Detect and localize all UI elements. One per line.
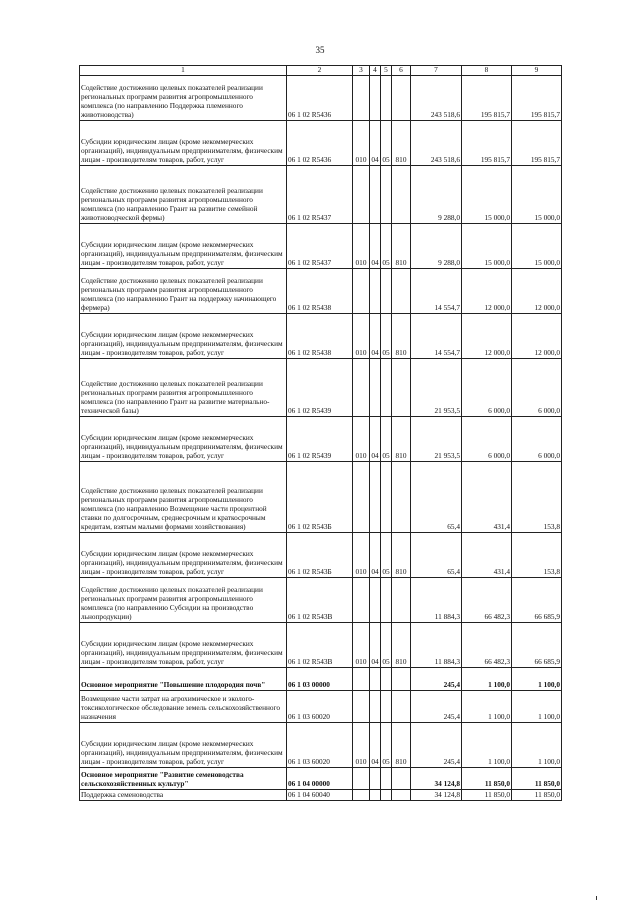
table-row xyxy=(80,768,562,790)
row-subsection-cell: 05 xyxy=(381,417,392,462)
row-name-cell: Субсидии юридическим лицам (кроме некоммерческих организаций), индивидуальным предпринимателям, физическим лицам - производителям товаров, работ, услуг xyxy=(80,121,287,166)
row-name-cell: Субсидии юридическим лицам (кроме некоммерческих организаций), индивидуальным предпринимателям, физическим лицам - производителям товаров, работ, услуг xyxy=(80,314,287,359)
row-section-cell: 04 xyxy=(370,314,381,359)
header-cell: 8 xyxy=(462,66,512,76)
row-code-cell: 06 1 02 R5436 xyxy=(287,76,353,121)
row-amount-col7-cell: 65,4 xyxy=(411,462,462,533)
row-amount-col7-cell: 34 124,8 xyxy=(411,768,462,790)
row-section-cell: 04 xyxy=(370,623,381,668)
row-grbs-cell: 010 xyxy=(353,121,370,166)
row-subsection-cell: 05 xyxy=(381,533,392,578)
table-body xyxy=(80,76,562,801)
row-amount-col7-cell: 243 518,6 xyxy=(411,76,462,121)
row-grbs-cell xyxy=(353,668,370,691)
row-name-cell: Содействие достижению целевых показателей реализации региональных программ развития агропромышленного комплекса (по направлению Возмещение части процентной ставки по долгосрочным, среднесрочным и краткосрочным кредитам, взятым малыми формами хозяйствования) xyxy=(80,462,287,533)
header-cell: 7 xyxy=(411,66,462,76)
row-amount-col7-cell: 11 884,3 xyxy=(411,623,462,668)
row-code-cell: 06 1 03 00000 xyxy=(287,668,353,691)
table-row xyxy=(80,668,562,691)
row-name-cell: Субсидии юридическим лицам (кроме некоммерческих организаций), индивидуальным предпринимателям, физическим лицам - производителям товаров, работ, услуг xyxy=(80,723,287,768)
row-code-cell: 06 1 02 R543В xyxy=(287,578,353,623)
row-name-cell: Возмещение части затрат на агрохимическое и эколого-токсикологическое обследование земель сельскохозяйственного назначения xyxy=(80,691,287,723)
row-name-cell: Субсидии юридическим лицам (кроме некоммерческих организаций), индивидуальным предпринимателям, физическим лицам - производителям товаров, работ, услуг xyxy=(80,417,287,462)
row-amount-col9-cell: 11 850,0 xyxy=(512,768,562,790)
row-code-cell: 06 1 03 60020 xyxy=(287,691,353,723)
row-amount-col9-cell: 1 100,0 xyxy=(512,723,562,768)
row-expense-type-cell: 810 xyxy=(392,723,411,768)
row-code-cell: 06 1 02 R5437 xyxy=(287,224,353,269)
table-row xyxy=(80,269,562,314)
row-amount-col8-cell: 11 850,0 xyxy=(462,790,512,801)
row-name-cell: Основное мероприятие "Повышение плодородия почв" xyxy=(80,668,287,691)
row-code-cell: 06 1 03 60020 xyxy=(287,723,353,768)
table-row xyxy=(80,790,562,801)
header-cell: 6 xyxy=(392,66,411,76)
row-name-cell: Содействие достижению целевых показателей реализации региональных программ развития агропромышленного комплекса (по направлению Субсидии на производство льнопродукции) xyxy=(80,578,287,623)
row-code-cell: 06 1 02 R5438 xyxy=(287,314,353,359)
row-code-cell: 06 1 02 R5439 xyxy=(287,359,353,417)
table-row xyxy=(80,623,562,668)
row-subsection-cell xyxy=(381,359,392,417)
row-amount-col8-cell: 11 850,0 xyxy=(462,768,512,790)
table-row xyxy=(80,723,562,768)
row-section-cell xyxy=(370,768,381,790)
row-amount-col8-cell: 12 000,0 xyxy=(462,269,512,314)
row-amount-col7-cell: 21 953,5 xyxy=(411,359,462,417)
row-amount-col8-cell: 1 100,0 xyxy=(462,723,512,768)
header-cell: 1 xyxy=(80,66,287,76)
row-name-cell: Основное мероприятие "Развитие семеноводства сельскохозяйственных культур" xyxy=(80,768,287,790)
row-expense-type-cell xyxy=(392,578,411,623)
row-section-cell xyxy=(370,166,381,224)
row-amount-col9-cell: 195 815,7 xyxy=(512,121,562,166)
row-amount-col9-cell: 12 000,0 xyxy=(512,314,562,359)
row-amount-col8-cell: 6 000,0 xyxy=(462,359,512,417)
row-subsection-cell xyxy=(381,166,392,224)
row-amount-col7-cell: 21 953,5 xyxy=(411,417,462,462)
row-code-cell: 06 1 02 R543Б xyxy=(287,462,353,533)
row-name-cell: Содействие достижению целевых показателей реализации региональных программ развития агропромышленного комплекса (по направлению Грант на поддержку начинающего фермера) xyxy=(80,269,287,314)
row-amount-col8-cell: 15 000,0 xyxy=(462,166,512,224)
row-amount-col7-cell: 9 288,0 xyxy=(411,224,462,269)
page-mark xyxy=(596,896,597,900)
row-grbs-cell xyxy=(353,166,370,224)
row-amount-col9-cell: 15 000,0 xyxy=(512,166,562,224)
row-expense-type-cell: 810 xyxy=(392,224,411,269)
row-amount-col7-cell: 14 554,7 xyxy=(411,269,462,314)
row-code-cell: 06 1 02 R5436 xyxy=(287,121,353,166)
row-subsection-cell xyxy=(381,462,392,533)
row-code-cell: 06 1 02 R5438 xyxy=(287,269,353,314)
row-expense-type-cell xyxy=(392,166,411,224)
row-amount-col8-cell: 431,4 xyxy=(462,462,512,533)
row-expense-type-cell xyxy=(392,768,411,790)
row-amount-col8-cell: 195 815,7 xyxy=(462,76,512,121)
row-grbs-cell: 010 xyxy=(353,417,370,462)
row-amount-col7-cell: 65,4 xyxy=(411,533,462,578)
row-grbs-cell xyxy=(353,359,370,417)
row-subsection-cell xyxy=(381,578,392,623)
row-amount-col8-cell: 12 000,0 xyxy=(462,314,512,359)
row-subsection-cell: 05 xyxy=(381,224,392,269)
row-grbs-cell xyxy=(353,691,370,723)
row-section-cell xyxy=(370,359,381,417)
header-cell: 3 xyxy=(353,66,370,76)
table-row xyxy=(80,691,562,723)
row-section-cell xyxy=(370,462,381,533)
row-grbs-cell: 010 xyxy=(353,533,370,578)
row-amount-col7-cell: 245,4 xyxy=(411,691,462,723)
row-expense-type-cell xyxy=(392,269,411,314)
table-row xyxy=(80,359,562,417)
row-section-cell xyxy=(370,578,381,623)
row-amount-col9-cell: 153,8 xyxy=(512,462,562,533)
row-name-cell: Поддержка семеноводства xyxy=(80,790,287,801)
header-cell: 9 xyxy=(512,66,562,76)
row-subsection-cell: 05 xyxy=(381,623,392,668)
row-amount-col9-cell: 1 100,0 xyxy=(512,691,562,723)
row-subsection-cell xyxy=(381,790,392,801)
row-expense-type-cell xyxy=(392,359,411,417)
row-amount-col7-cell: 11 884,3 xyxy=(411,578,462,623)
row-amount-col8-cell: 15 000,0 xyxy=(462,224,512,269)
row-amount-col9-cell: 6 000,0 xyxy=(512,359,562,417)
row-subsection-cell: 05 xyxy=(381,723,392,768)
row-name-cell: Содействие достижению целевых показателей реализации региональных программ развития агропромышленного комплекса (по направлению Грант на развитие материально-технической базы) xyxy=(80,359,287,417)
row-grbs-cell: 010 xyxy=(353,314,370,359)
row-amount-col7-cell: 14 554,7 xyxy=(411,314,462,359)
row-expense-type-cell xyxy=(392,668,411,691)
table-row xyxy=(80,76,562,121)
row-grbs-cell xyxy=(353,578,370,623)
row-amount-col8-cell: 1 100,0 xyxy=(462,691,512,723)
row-amount-col7-cell: 243 518,6 xyxy=(411,121,462,166)
row-section-cell: 04 xyxy=(370,723,381,768)
row-subsection-cell xyxy=(381,668,392,691)
row-amount-col9-cell: 6 000,0 xyxy=(512,417,562,462)
row-section-cell: 04 xyxy=(370,417,381,462)
row-code-cell: 06 1 02 R5437 xyxy=(287,166,353,224)
row-amount-col7-cell: 9 288,0 xyxy=(411,166,462,224)
row-section-cell xyxy=(370,790,381,801)
row-expense-type-cell: 810 xyxy=(392,417,411,462)
table-row xyxy=(80,533,562,578)
header-cell: 4 xyxy=(370,66,381,76)
row-amount-col8-cell: 66 482,3 xyxy=(462,578,512,623)
row-amount-col7-cell: 245,4 xyxy=(411,723,462,768)
table-row xyxy=(80,578,562,623)
header-row xyxy=(80,66,562,76)
row-amount-col9-cell: 66 685,9 xyxy=(512,578,562,623)
row-expense-type-cell xyxy=(392,790,411,801)
row-grbs-cell: 010 xyxy=(353,723,370,768)
row-subsection-cell xyxy=(381,691,392,723)
row-subsection-cell xyxy=(381,768,392,790)
row-amount-col9-cell: 195 815,7 xyxy=(512,76,562,121)
row-amount-col7-cell: 34 124,8 xyxy=(411,790,462,801)
row-name-cell: Субсидии юридическим лицам (кроме некоммерческих организаций), индивидуальным предпринимателям, физическим лицам - производителям товаров, работ, услуг xyxy=(80,224,287,269)
row-name-cell: Содействие достижению целевых показателей реализации региональных программ развития агропромышленного комплекса (по направлению Поддержка племенного животноводства) xyxy=(80,76,287,121)
row-amount-col8-cell: 66 482,3 xyxy=(462,623,512,668)
row-amount-col9-cell: 153,8 xyxy=(512,533,562,578)
row-code-cell: 06 1 02 R5439 xyxy=(287,417,353,462)
row-expense-type-cell xyxy=(392,76,411,121)
row-section-cell xyxy=(370,269,381,314)
row-code-cell: 06 1 02 R543В xyxy=(287,623,353,668)
row-amount-col8-cell: 1 100,0 xyxy=(462,668,512,691)
row-name-cell: Содействие достижению целевых показателей реализации региональных программ развития агропромышленного комплекса (по направлению Грант на развитие семейной животноводческой фермы) xyxy=(80,166,287,224)
row-grbs-cell xyxy=(353,462,370,533)
row-grbs-cell xyxy=(353,790,370,801)
row-section-cell: 04 xyxy=(370,533,381,578)
table-row xyxy=(80,121,562,166)
page-number: 35 xyxy=(315,45,325,55)
table-row xyxy=(80,417,562,462)
row-subsection-cell: 05 xyxy=(381,314,392,359)
row-amount-col9-cell: 11 850,0 xyxy=(512,790,562,801)
row-subsection-cell xyxy=(381,269,392,314)
row-name-cell: Субсидии юридическим лицам (кроме некоммерческих организаций), индивидуальным предпринимателям, физическим лицам - производителям товаров, работ, услуг xyxy=(80,623,287,668)
row-grbs-cell xyxy=(353,269,370,314)
row-expense-type-cell: 810 xyxy=(392,121,411,166)
row-amount-col7-cell: 245,4 xyxy=(411,668,462,691)
budget-table xyxy=(79,65,562,801)
row-amount-col8-cell: 431,4 xyxy=(462,533,512,578)
header-cell: 5 xyxy=(381,66,392,76)
table-row xyxy=(80,224,562,269)
row-section-cell xyxy=(370,691,381,723)
row-section-cell xyxy=(370,76,381,121)
row-expense-type-cell xyxy=(392,691,411,723)
row-amount-col8-cell: 195 815,7 xyxy=(462,121,512,166)
row-section-cell: 04 xyxy=(370,121,381,166)
row-expense-type-cell: 810 xyxy=(392,314,411,359)
row-expense-type-cell: 810 xyxy=(392,623,411,668)
header-cell: 2 xyxy=(287,66,353,76)
row-expense-type-cell: 810 xyxy=(392,533,411,578)
row-amount-col9-cell: 1 100,0 xyxy=(512,668,562,691)
row-grbs-cell xyxy=(353,76,370,121)
row-amount-col8-cell: 6 000,0 xyxy=(462,417,512,462)
row-grbs-cell xyxy=(353,768,370,790)
row-amount-col9-cell: 15 000,0 xyxy=(512,224,562,269)
row-subsection-cell xyxy=(381,76,392,121)
row-code-cell: 06 1 02 R543Б xyxy=(287,533,353,578)
table-row xyxy=(80,462,562,533)
table-row xyxy=(80,314,562,359)
row-grbs-cell: 010 xyxy=(353,623,370,668)
row-name-cell: Субсидии юридическим лицам (кроме некоммерческих организаций), индивидуальным предпринимателям, физическим лицам - производителям товаров, работ, услуг xyxy=(80,533,287,578)
row-amount-col9-cell: 66 685,9 xyxy=(512,623,562,668)
row-code-cell: 06 1 04 60040 xyxy=(287,790,353,801)
row-amount-col9-cell: 12 000,0 xyxy=(512,269,562,314)
row-section-cell xyxy=(370,668,381,691)
row-grbs-cell: 010 xyxy=(353,224,370,269)
row-section-cell: 04 xyxy=(370,224,381,269)
row-subsection-cell: 05 xyxy=(381,121,392,166)
row-code-cell: 06 1 04 00000 xyxy=(287,768,353,790)
row-expense-type-cell xyxy=(392,462,411,533)
table-row xyxy=(80,166,562,224)
